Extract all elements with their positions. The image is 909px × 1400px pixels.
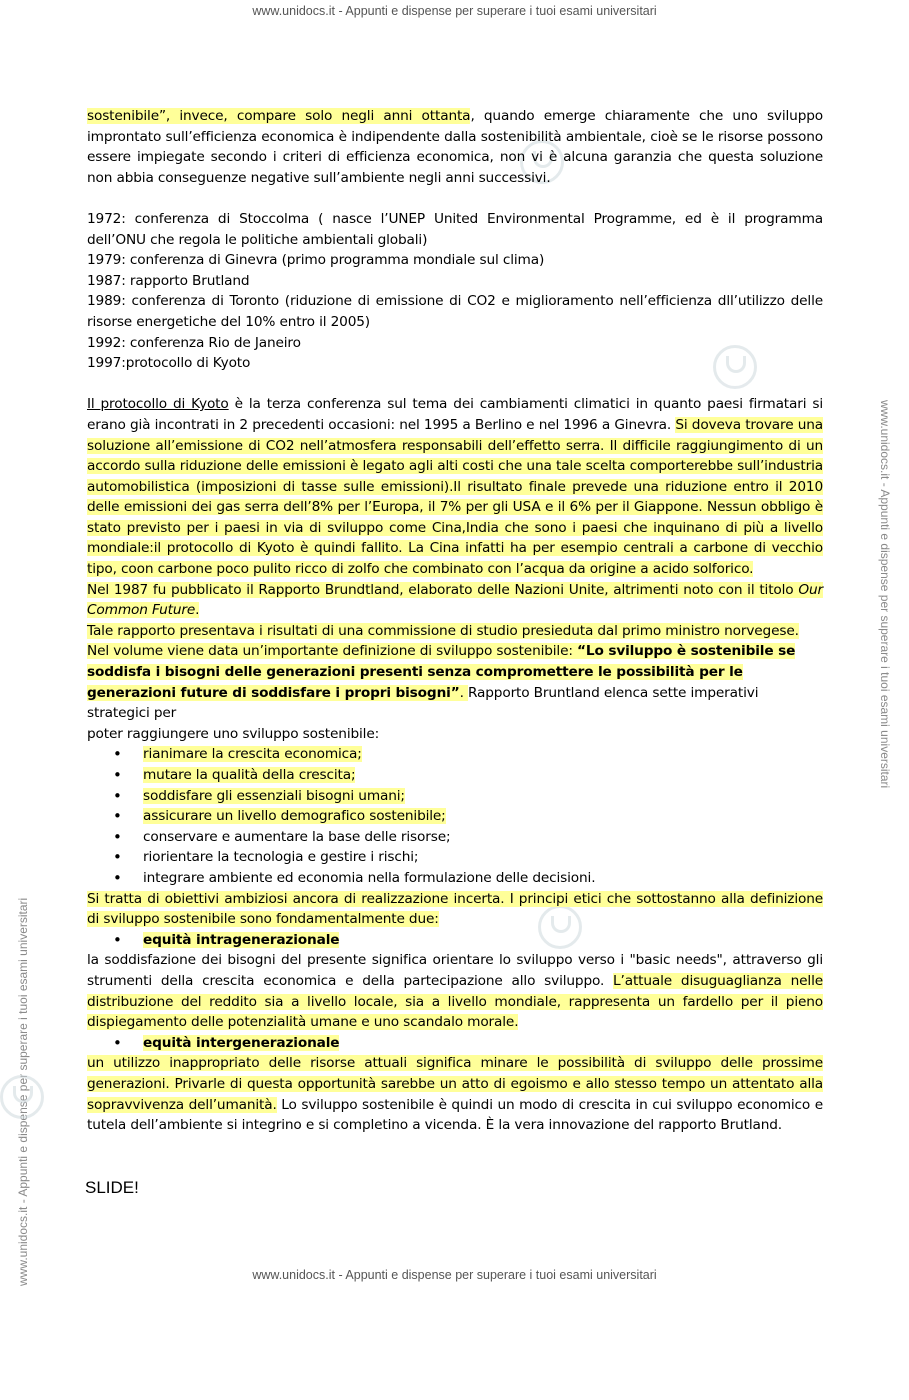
list-item [87,806,823,827]
paragraph-text: Lo sviluppo sostenibile è quindi un modo di crescita in cui sviluppo economico e tutela dell’ambiente si integrino e si completino a vicenda. È la vera innovazione del rapporto Brutland. [87,1096,823,1134]
highlighted-text: Nel 1987 fu pubblicato il Rapporto Brundtland, elaborato delle Nazioni Unite, altrimenti noto con il titolo [87,581,799,598]
timeline-entry: 1972: conferenza di Stoccolma ( nasce l’UNEP United Environmental Programme, ed è il programma dell’ONU che regola le politiche ambientali globali) [87,210,823,248]
highlighted-text: Nel volume viene data un’importante definizione di sviluppo sostenibile: [87,643,578,660]
timeline-list [87,209,823,374]
highlighted-text: . [195,602,200,619]
report-title: Our Common Future [87,581,823,619]
paragraph-text: Rapporto Bruntland elenca sette imperativi strategici per [87,684,759,722]
list-item [87,744,823,765]
brundtland-commission [87,621,823,642]
slide-note: SLIDE! [85,1178,139,1197]
brundtland-definition [87,641,823,723]
principle-heading: equità intergenerazionale [143,1034,340,1051]
timeline-entry: 1992: conferenza Rio de Janeiro [87,334,301,351]
imperatives-list [87,744,823,888]
paragraph-text: è la terza conferenza sul tema dei cambiamenti climatici in quanto paesi firmatari si erano già incontrati in 2 precedenti occasioni: nel 1995 a Berlino e nel 1996 a Ginevra. [87,396,823,433]
kyoto-title: Il protocollo di Kyoto [87,396,229,413]
right-side-watermark: www.unidocs.it - Appunti e dispense per superare i tuoi esami universitari [878,400,892,789]
watermark-logo-icon [0,1075,44,1119]
timeline-entry: 1997:protocollo di Kyoto [87,355,251,372]
list-item-text: mutare la qualità della crescita; [143,767,356,783]
top-watermark-banner: www.unidocs.it - Appunti e dispense per superare i tuoi esami universitari [252,4,657,18]
timeline-entry: 1979: conferenza di Ginevra (primo programma mondiale sul clima) [87,252,545,269]
list-item [87,765,823,786]
highlighted-text: . [459,684,468,701]
principle-heading: equità intragenerazionale [143,931,340,948]
highlighted-text: Si tratta di obiettivi ambiziosi ancora di realizzazione incerta. I principi etici che sottostanno alla definizione di sviluppo sostenibile sono fondamentalmente due: [87,890,823,928]
bottom-watermark-banner: www.unidocs.it - Appunti e dispense per superare i tuoi esami universitari [252,1268,657,1282]
intro-paragraph [87,106,823,188]
paragraph-text: la soddisfazione dei bisogni del presente significa orientare lo sviluppo verso i "basic needs", attraverso gli strumenti della crescita economica e della partecipazione allo sviluppo. [87,952,823,989]
principle-heading-list [87,1033,823,1054]
list-item-text: integrare ambiente ed economia nella formulazione delle decisioni. [143,869,596,886]
list-item [87,868,823,889]
list-item-text: assicurare un livello demografico sostenibile; [143,808,446,825]
list-item-text: rianimare la crescita economica; [143,746,362,763]
list-item [87,827,823,848]
definition-quote: “Lo sviluppo è sostenibile se soddisfa i bisogni delle generazioni presenti senza compromettere le possibilità per le generazioni future di soddisfare i propri bisogni” [87,643,796,701]
list-item [87,847,823,868]
list-item [87,930,823,951]
intergenerational-paragraph [87,1053,823,1135]
brundtland-paragraph [87,580,823,621]
list-item-text: riorientare la tecnologia e gestire i rischi; [143,849,419,866]
timeline-entry: 1989: conferenza di Toronto (riduzione di emissione di CO2 e miglioramento nell’efficienza dll’utilizzo delle risorse energetiche del 10% entro il 2005) [87,293,823,330]
principle-heading-list [87,930,823,951]
kyoto-paragraph [87,394,823,579]
list-item-text: conservare e aumentare la base delle risorse; [143,828,451,845]
timeline-entry: 1987: rapporto Brutland [87,272,250,289]
intragenerational-paragraph [87,950,823,1032]
highlighted-text: Si doveva trovare una soluzione all’emissione di CO2 nell’atmosfera responsabili dell’effetto serra. Il difficile raggiungimento di un accordo sulla riduzione delle emissioni è legato agli alti costi che una tale scelta comporterebbe sull’industria automobilistica (imposizioni di tasse sulle emissioni).Il risultato finale prevede una riduzione entro il 2010 delle emissioni dei gas serra dell’8% per l’Europa, il 7% per gli USA e il 6% per il Giappone. Nessun obbligo è stato previsto per i paesi in via di sviluppo come Cina,India che sono i paesi che inquinano di più a livello mondiale:il protocollo di Kyoto è quindi fallito. La Cina infatti ha per esempio centrali a carbone di vecchio tipo, coon carbone poco pulito ricco di zolfo che combinato con l’acqua da origine a acido solforico. [87,416,823,578]
highlighted-text: Tale rapporto presentava i risultati di una commissione di studio presieduta dal primo ministro norvegese. [87,622,799,639]
left-side-watermark: www.unidocs.it - Appunti e dispense per superare i tuoi esami universitari [16,897,30,1286]
highlighted-text: L’attuale disuguaglianza nelle distribuzione del reddito sia a livello locale, sia a livello mondiale, rappresenta un fardello per il pieno dispiegamento delle potenzialità umane e uno scandalo morale. [87,972,824,1031]
principles-intro [87,889,823,930]
highlighted-text: sostenibile”, invece, compare solo negli anni ottanta [87,108,471,124]
document-body [87,106,823,1136]
list-item [87,786,823,807]
highlighted-text: un utilizzo inappropriato delle risorse attuali significa minare le possibilità di sviluppo delle prossime generazioni. Privarle di questa opportunità sarebbe un atto di egoismo e allo stesso tempo un attentato alla sopravvivenza dell’umanità. [87,1055,823,1113]
paragraph-text: , quando emerge chiaramente che uno sviluppo improntato sull’efficienza economica è indipendente dalla sostenibilità ambientale, cioè se le risorse possono essere impiegate secondo i criteri di efficienza economica, non vi è alcuna garanzia che questa soluzione non abbia conseguenze negative sull’ambiente negli anni successivi. [87,108,824,186]
list-item [87,1033,823,1054]
paragraph-text: poter raggiungere uno sviluppo sostenibile: [87,725,380,742]
list-item-text: soddisfare gli essenziali bisogni umani; [143,787,405,804]
